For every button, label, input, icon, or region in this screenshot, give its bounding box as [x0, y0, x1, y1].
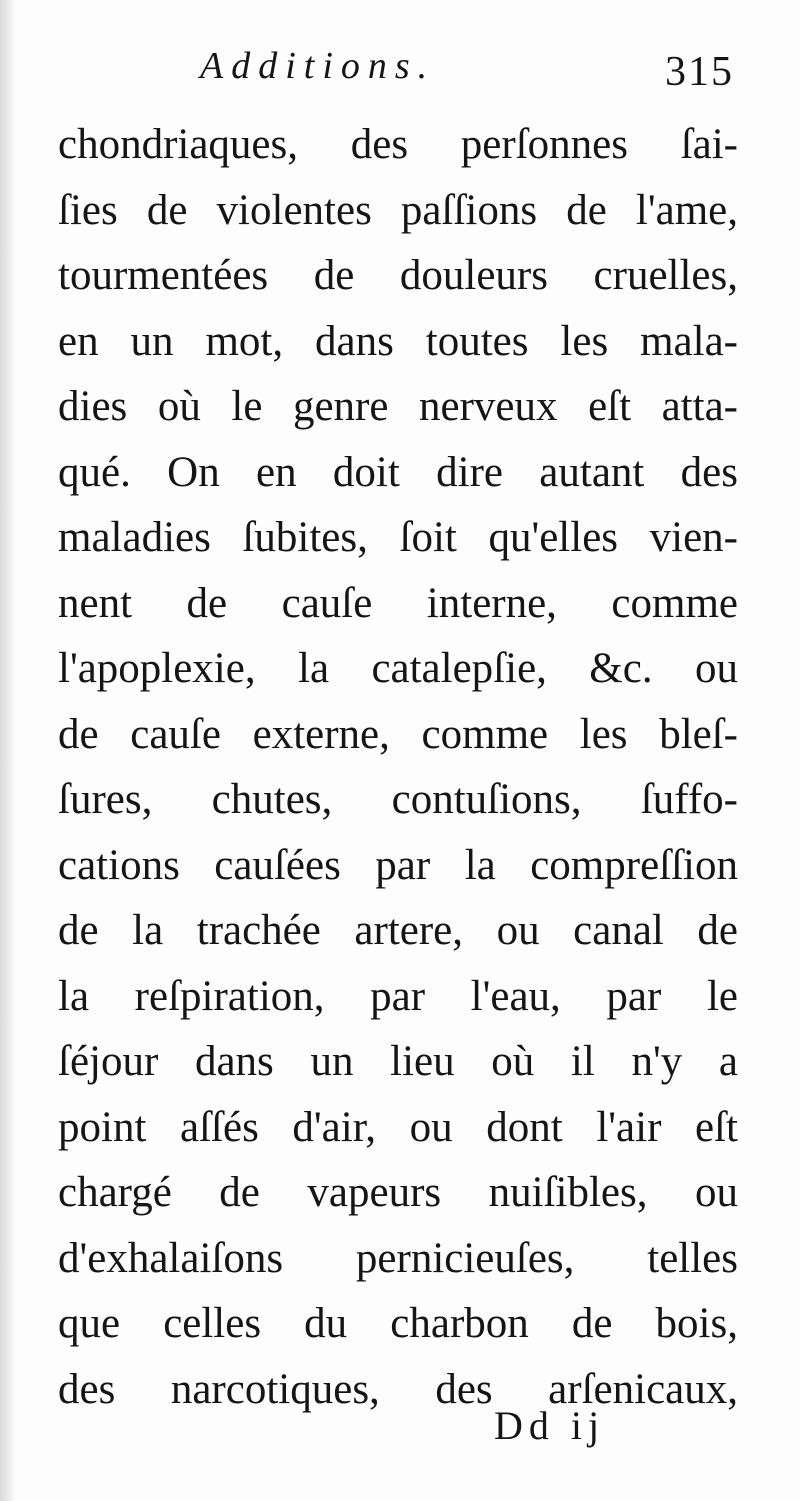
- text-line: cations cauſées par la compreſſion: [58, 841, 738, 889]
- text-line: chargé de vapeurs nuiſibles, ou: [58, 1169, 738, 1216]
- text-line: en un mot, dans toutes les mala-: [58, 317, 738, 365]
- text-line: chondriaques, des perſonnes ſai-: [58, 121, 738, 168]
- text-line: de cauſe externe, comme les bleſ-: [58, 710, 738, 758]
- running-head: [200, 38, 740, 98]
- body-text: [58, 112, 738, 1422]
- page-number: 315: [665, 49, 734, 95]
- text-line: dies où le genre nerveux eſt atta-: [58, 383, 738, 430]
- text-line: point aſſés d'air, ou dont l'air eſt: [58, 1103, 738, 1151]
- text-line: ſéjour dans un lieu où il n'y a: [58, 1038, 738, 1085]
- text-line: ſies de violentes paſſions de l'ame,: [58, 186, 738, 234]
- signature-mark: Dd ij: [494, 1403, 606, 1448]
- text-line: de la trachée artere, ou canal de: [58, 907, 738, 954]
- text-line: l'apoplexie, la catalepſie, &c. ou: [58, 645, 738, 692]
- page-gutter-shadow: [0, 0, 14, 1501]
- text-line: d'exhalaiſons pernicieuſes, telles: [58, 1234, 738, 1282]
- text-line: ſures, chutes, contuſions, ſuffo-: [58, 776, 738, 823]
- text-line: nent de cauſe interne, comme: [58, 579, 738, 627]
- text-line: qué. On en doit dire autant des: [58, 448, 738, 496]
- text-line: que celles du charbon de bois,: [58, 1300, 738, 1347]
- text-line: maladies ſubites, ſoit qu'elles vien-: [58, 514, 738, 561]
- text-line: la reſpiration, par l'eau, par le: [58, 972, 738, 1020]
- running-head-title: Additions.: [200, 45, 436, 87]
- text-line: tourmentées de douleurs cruelles,: [58, 252, 738, 299]
- text-line: des narcotiques, des arſenicaux,: [58, 1365, 738, 1413]
